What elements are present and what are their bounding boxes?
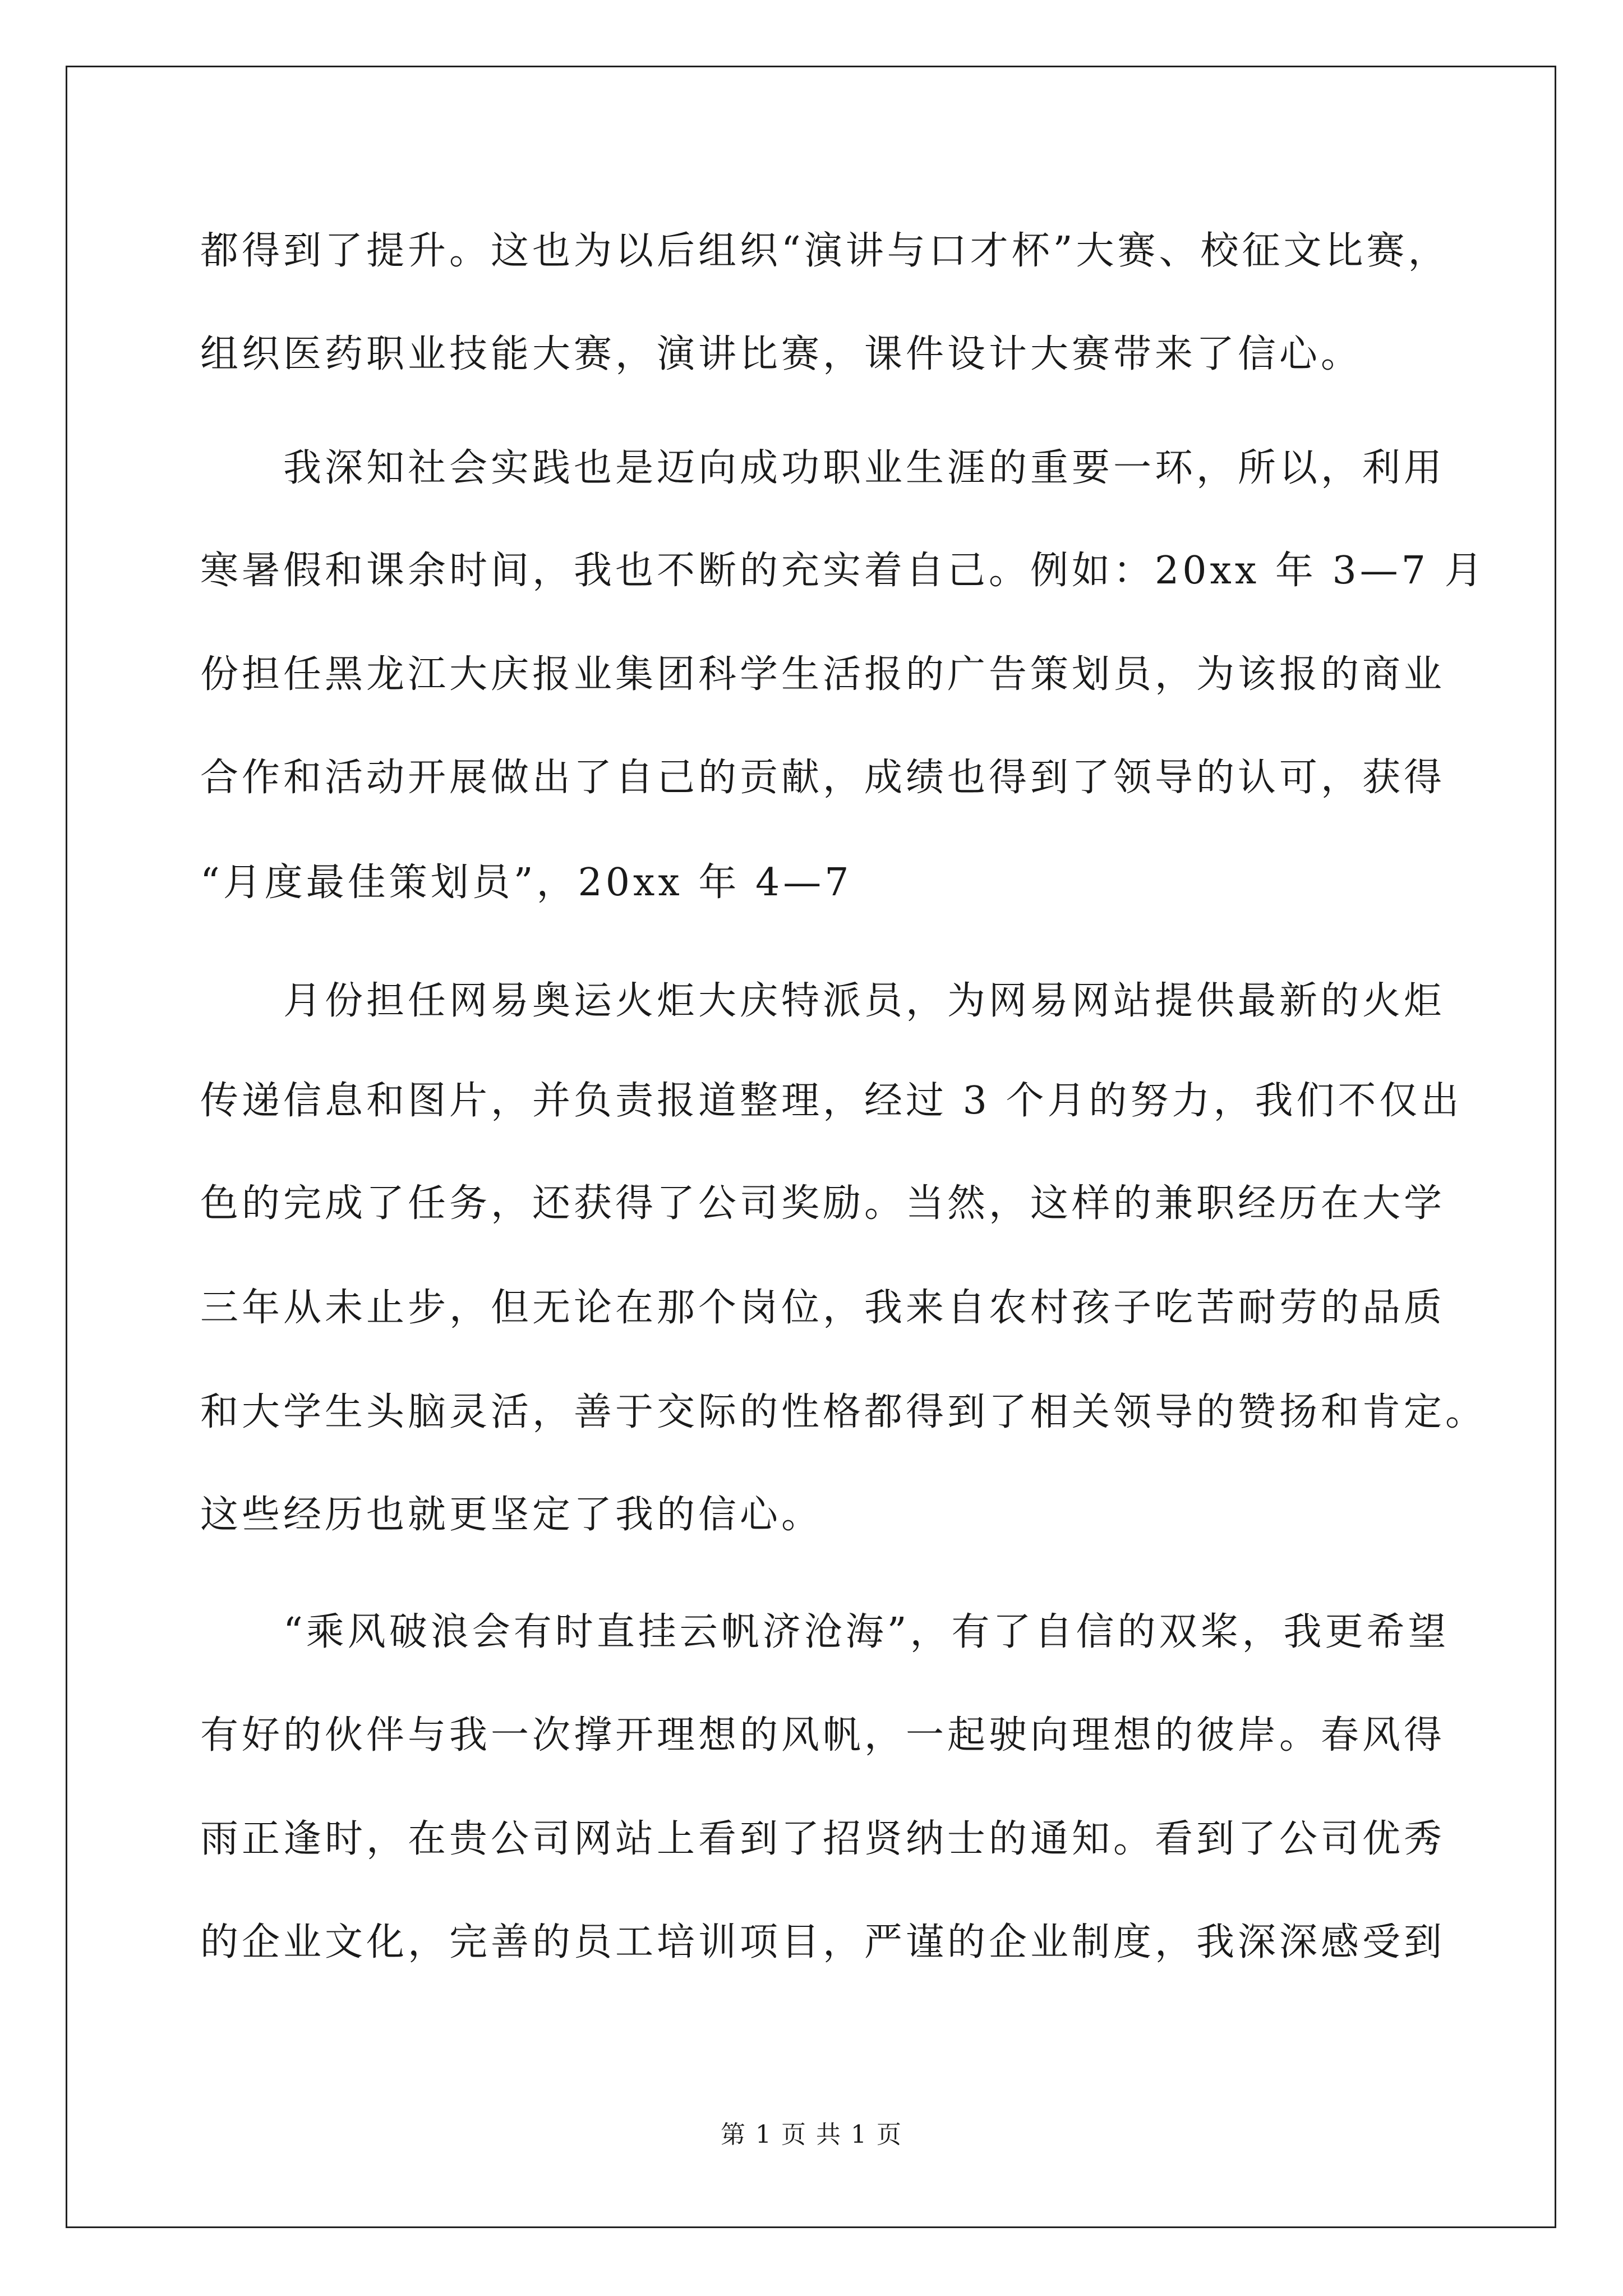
text-line-6: 合作和活动开展做出了自己的贡献，成绩也得到了领导的认可，获得: [200, 756, 1446, 800]
text-line-1: 都得到了提升。这也为以后组织“演讲与口才杯”大赛、校征文比赛，: [200, 229, 1450, 273]
text-line-11: 三年从未止步，但无论在那个岗位，我来自农村孩子吃苦耐劳的品质: [200, 1286, 1446, 1330]
text-line-8-paragraph-start: 月份担任网易奥运火炬大庆特派员，为网易网站提供最新的火炬: [283, 979, 1446, 1023]
text-line-14-paragraph-start: “乘风破浪会有时直挂云帆济沧海”，有了自信的双桨，我更希望: [283, 1610, 1450, 1654]
text-line-16: 雨正逢时，在贵公司网站上看到了招贤纳士的通知。看到了公司优秀: [200, 1817, 1446, 1861]
page-border: [66, 66, 1556, 2228]
text-line-15: 有好的伙伴与我一次撑开理想的风帆，一起驶向理想的彼岸。春风得: [200, 1713, 1446, 1757]
page-footer: 第 1 页 共 1 页: [721, 2120, 902, 2149]
text-line-10: 色的完成了任务，还获得了公司奖励。当然，这样的兼职经历在大学: [200, 1181, 1446, 1226]
text-line-3-paragraph-start: 我深知社会实践也是迈向成功职业生涯的重要一环，所以，利用: [283, 446, 1446, 490]
text-line-7: “月度最佳策划员”，20xx 年 4—7: [200, 861, 852, 905]
text-line-5: 份担任黑龙江大庆报业集团科学生活报的广告策划员，为该报的商业: [200, 652, 1446, 697]
text-line-13: 这些经历也就更坚定了我的信心。: [200, 1493, 823, 1537]
text-line-17: 的企业文化，完善的员工培训项目，严谨的企业制度，我深深感受到: [200, 1920, 1446, 1964]
text-line-2: 组织医药职业技能大赛，演讲比赛，课件设计大赛带来了信心。: [200, 332, 1363, 376]
text-line-12: 和大学生头脑灵活，善于交际的性格都得到了相关领导的赞扬和肯定。: [200, 1390, 1487, 1434]
text-line-9: 传递信息和图片，并负责报道整理，经过 3 个月的努力，我们不仅出: [200, 1079, 1463, 1123]
text-line-4: 寒暑假和课余时间，我也不断的充实着自己。例如：20xx 年 3—7 月: [200, 549, 1486, 593]
